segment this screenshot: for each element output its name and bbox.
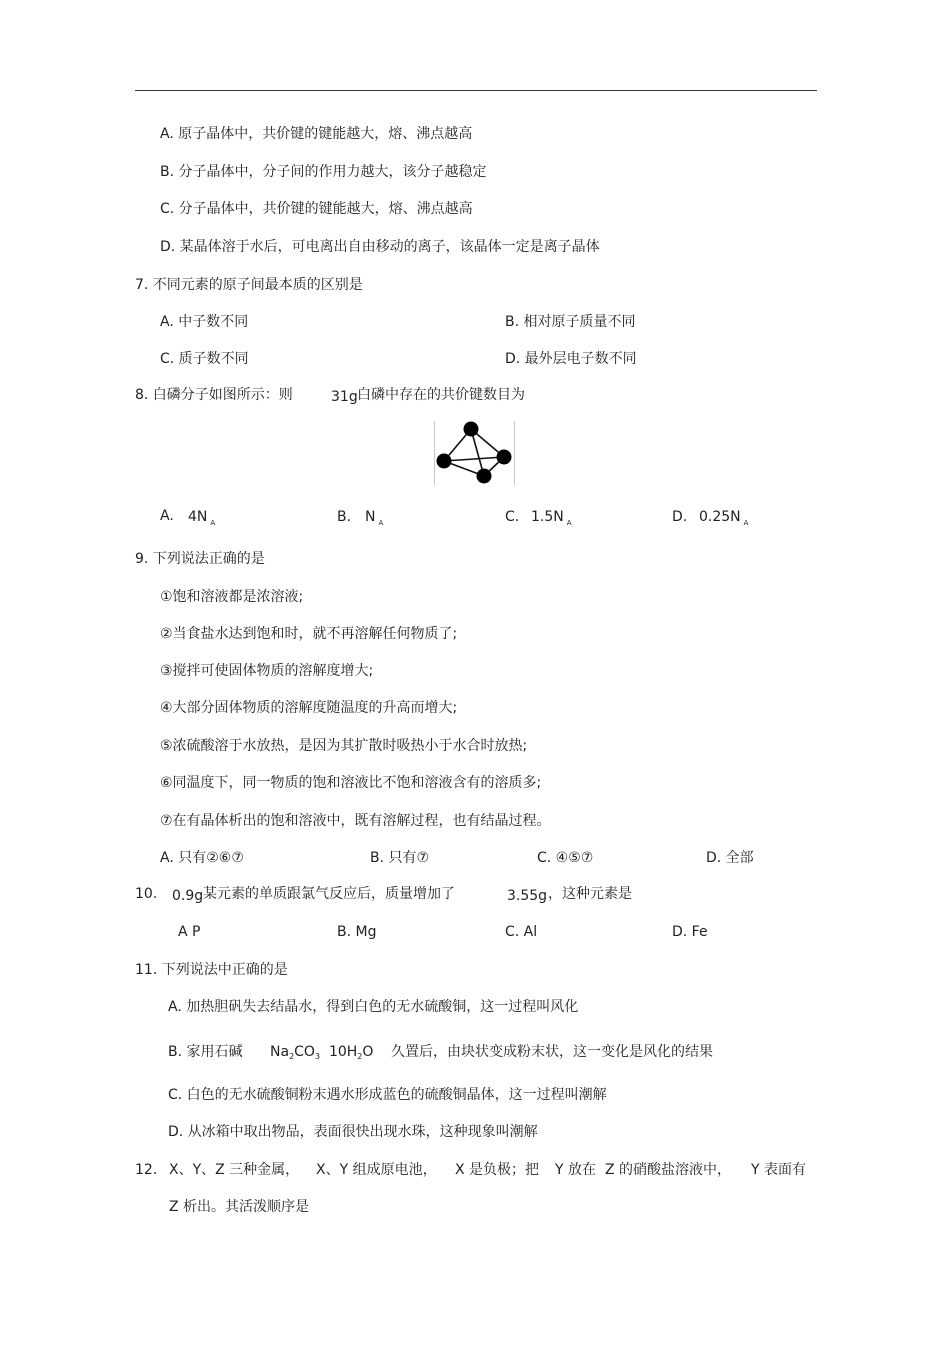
q12-text-1: X、Y、Z 三种金属，: [169, 1162, 300, 1178]
q9-stem: 9. 下列说法正确的是: [135, 551, 265, 567]
q11-option-b-suffix: 久置后，由块状变成粉末状，这一变化是风化的结果: [391, 1044, 713, 1060]
white-phosphorus-figure: [434, 421, 515, 485]
q11-option-c: C. 白色的无水硫酸铜粉末遇水形成蓝色的硫酸铜晶体，这一过程叫潮解: [168, 1087, 607, 1103]
q8-stem-c: 白磷中存在的共价键数目为: [357, 387, 525, 403]
q6-option-a: A. 原子晶体中，共价键的键能越大，熔、沸点越高: [160, 126, 473, 142]
q12-text-6: Y 表面有: [751, 1162, 807, 1178]
q9-statement-7: ⑦在有晶体析出的饱和溶液中，既有溶解过程，也有结晶过程。: [160, 813, 551, 829]
q9-statement-5: ⑤浓硫酸溶于水放热，是因为其扩散时吸热小于水合时放热;: [160, 738, 528, 754]
q9-statement-4: ④大部分固体物质的溶解度随温度的升高而增大;: [160, 700, 458, 716]
q10-option-c: C. Al: [505, 924, 538, 940]
q8-option-d-label: D.: [672, 509, 688, 525]
q12-number: 12.: [135, 1162, 158, 1178]
q8-option-b-label: B.: [337, 509, 352, 525]
q12-text-2: X、Y 组成原电池，: [316, 1162, 437, 1178]
q10-option-d: D. Fe: [672, 924, 708, 940]
q9-option-b: B. 只有⑦: [370, 850, 430, 866]
q7-option-b: B. 相对原子质量不同: [505, 314, 636, 330]
q11-option-a: A. 加热胆矾失去结晶水，得到白色的无水硫酸铜，这一过程叫风化: [168, 999, 579, 1015]
q12-text-3: X 是负极；把: [455, 1162, 540, 1178]
q10-number: 10.: [135, 886, 158, 902]
q8-option-c: 1.5N $_A$: [531, 509, 572, 527]
header-rule: [135, 90, 817, 91]
q8-stem-mass: 31g: [331, 389, 358, 405]
q8-option-b: N $_A$: [365, 509, 384, 527]
q10-stem-mid: 某元素的单质跟氯气反应后，质量增加了: [203, 886, 455, 902]
q9-statement-2: ②当食盐水达到饱和时，就不再溶解任何物质了;: [160, 626, 458, 642]
q11-option-d: D. 从冰箱中取出物品，表面很快出现水珠，这种现象叫潮解: [168, 1124, 538, 1140]
q10-stem-end: ，这种元素是: [548, 886, 632, 902]
q8-option-a-label: A.: [160, 508, 174, 524]
q11-stem: 11. 下列说法中正确的是: [135, 962, 288, 978]
q7-option-c: C. 质子数不同: [160, 351, 249, 367]
q10-option-a: A P: [178, 924, 201, 940]
q9-statement-3: ③搅拌可使固体物质的溶解度增大;: [160, 663, 374, 679]
q7-option-d: D. 最外层电子数不同: [505, 351, 637, 367]
q7-option-a: A. 中子数不同: [160, 314, 249, 330]
q12-line-2: Z 析出。其活泼顺序是: [169, 1199, 310, 1215]
q9-option-d: D. 全部: [706, 850, 754, 866]
q8-option-c-label: C.: [505, 509, 520, 525]
q11-option-b-prefix: B. 家用石碱: [168, 1044, 243, 1060]
q6-option-b: B. 分子晶体中，分子间的作用力越大，该分子越稳定: [160, 164, 487, 180]
q11-option-b-formula: $Na_2CO_3$ $10H_2O$: [270, 1044, 374, 1061]
q12-text-5: Z 的硝酸盐溶液中，: [605, 1162, 732, 1178]
q9-statement-6: ⑥同温度下，同一物质的饱和溶液比不饱和溶液含有的溶质多;: [160, 775, 542, 791]
q10-mass-1: 0.9g: [172, 888, 204, 904]
q8-stem-a: 8. 白磷分子如图所示：则: [135, 387, 293, 403]
q10-option-b: B. Mg: [337, 924, 377, 940]
q9-statement-1: ①饱和溶液都是浓溶液;: [160, 589, 304, 605]
q9-option-c: C. ④⑤⑦: [537, 850, 594, 866]
p4-molecule-diagram: [435, 421, 514, 485]
q10-mass-2: 3.55g: [507, 888, 548, 904]
q7-stem: 7. 不同元素的原子间最本质的区别是: [135, 277, 363, 293]
q9-option-a: A. 只有②⑥⑦: [160, 850, 244, 866]
q6-option-c: C. 分子晶体中，共价键的键能越大，熔、沸点越高: [160, 201, 473, 217]
q8-option-a: 4N $_A$: [188, 509, 216, 527]
q12-text-4: Y 放在: [555, 1162, 597, 1178]
q6-option-d: D. 某晶体溶于水后，可电离出自由移动的离子，该晶体一定是离子晶体: [160, 239, 600, 255]
q8-option-d: 0.25N $_A$: [699, 509, 749, 527]
